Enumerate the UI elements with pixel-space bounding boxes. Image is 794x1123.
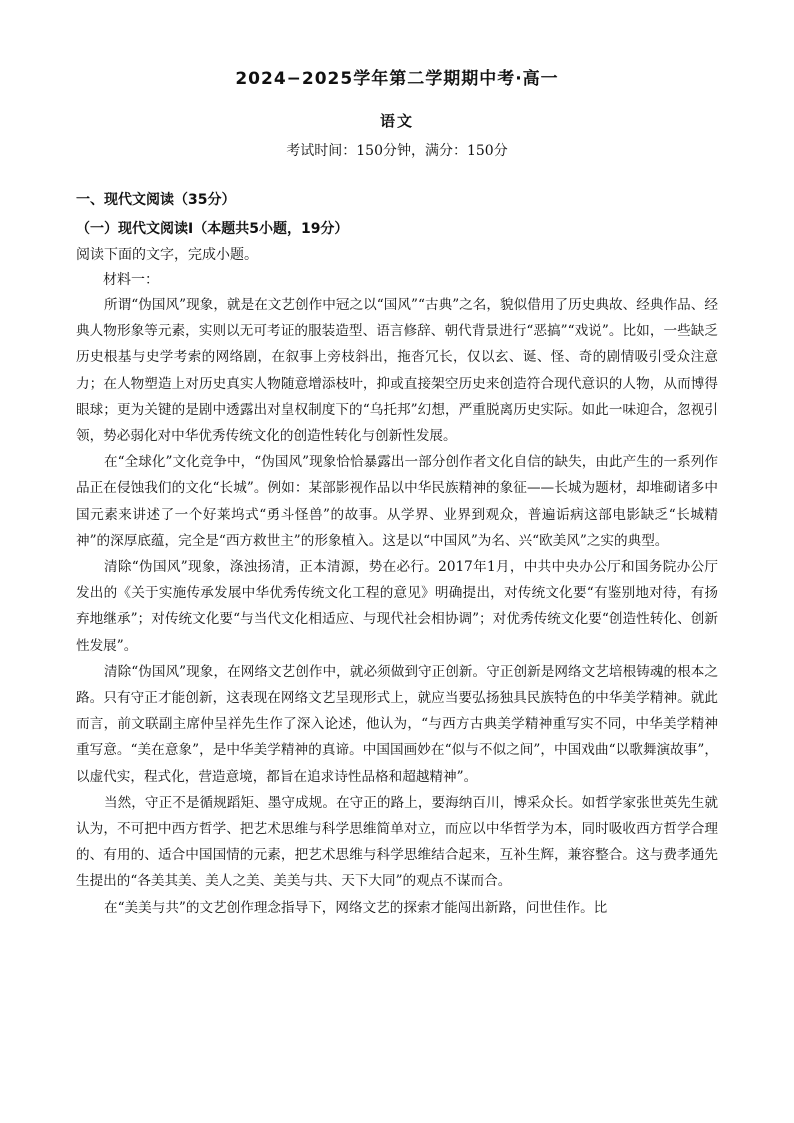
sub-section-heading: （一）现代文阅读Ⅰ（本题共5小题，19分） bbox=[76, 221, 349, 237]
reading-instruction: 阅读下面的文字，完成小题。 bbox=[76, 247, 258, 263]
passage-paragraph: 清除“伪国风”现象，涤浊扬清，正本清源，势在必行。2017年1月，中共中央办公厅和国务院办公厅发出的《关于实施传承发展中华优秀传统文化工程的意见》明确提出，对传统文化要“有鉴别地对待，有扬弃地继承”；对传统文化要“与当代文化相适应、与现代社会相协调”；对优秀传统文化要“创造性转化、创新性发展”。 bbox=[76, 559, 718, 654]
passage-paragraph: 在“全球化”文化竞争中，“伪国风”现象恰恰暴露出一部分创作者文化自信的缺失，由此产生的一系列作品正在侵蚀我们的文化“长城”。例如：某部影视作品以中华民族精神的象征——长城为题材，却堆砌诸多中国元素来讲述了一个好莱坞式“勇斗怪兽”的故事。从学界、业界到观众，普遍诟病这部电影缺乏“长城精神”的深厚底蕴，完全是“西方救世主”的形象植入。这是以“中国风”为名、兴“欧美风”之实的典型。 bbox=[76, 454, 718, 549]
exam-info: 考试时间：150分钟，满分：150分 bbox=[286, 143, 508, 159]
subject-title: 语文 bbox=[379, 112, 414, 130]
reading-passage bbox=[76, 292, 718, 921]
passage-paragraph: 所谓“伪国风”现象，就是在文艺创作中冠之以“国风”“古典”之名，貌似借用了历史典故、经典作品、经典人物形象等元素，实则以无可考证的服装造型、语言修辞、朝代背景进行“恶搞”“戏说”。比如，一些缺乏历史根基与史学考索的网络剧，在叙事上旁枝斜出，拖沓冗长，仅以玄、诞、怪、奇的剧情吸引受众注意力；在人物塑造上对历史真实人物随意增添枝叶，抑或直接架空历史来创造符合现代意识的人物，从而博得眼球；更为关键的是剧中透露出对皇权制度下的“乌托邦”幻想，严重脱离历史实际。如此一味迎合，忽视引领，势必弱化对中华优秀传统文化的创造性转化与创新性发展。 bbox=[76, 297, 718, 445]
passage-paragraph: 清除“伪国风”现象，在网络文艺创作中，就必须做到守正创新。守正创新是网络文艺培根铸魂的根本之路。只有守正才能创新，这表现在网络文艺呈现形式上，就应当要弘扬独具民族特色的中华美学精神。就此而言，前文联副主席仲呈祥先生作了深入论述，他认为，“与西方古典美学精神重写实不同，中华美学精神重写意。“美在意象”，是中华美学精神的真谛。中国国画妙在“似与不似之间”，中国戏曲“以歌舞演故事”，以虚代实，程式化，营造意境，都旨在追求诗性品格和超越精神”。 bbox=[76, 663, 718, 785]
section-heading: 一、现代文阅读（35分） bbox=[76, 192, 236, 208]
passage-paragraph: 当然，守正不是循规蹈矩、墨守成规。在守正的路上，要海纳百川，博采众长。如哲学家张世英先生就认为，不可把中西方哲学、把艺术思维与科学思维简单对立，而应以中华哲学为本，同时吸收西方哲学合理的、有用的、适合中国国情的元素，把艺术思维与科学思维结合起来，互补生辉，兼容整合。这与费孝通先生提出的“各美其美、美人之美、美美与共、天下大同”的观点不谋而合。 bbox=[76, 794, 718, 890]
exam-title: 2024−2025学年第二学期期中考·高一 bbox=[235, 69, 559, 89]
passage-paragraph: 在“美美与共”的文艺创作理念指导下，网络文艺的探索才能闯出新路，问世佳作。比 bbox=[104, 899, 608, 916]
material-label: 材料一： bbox=[103, 272, 159, 288]
